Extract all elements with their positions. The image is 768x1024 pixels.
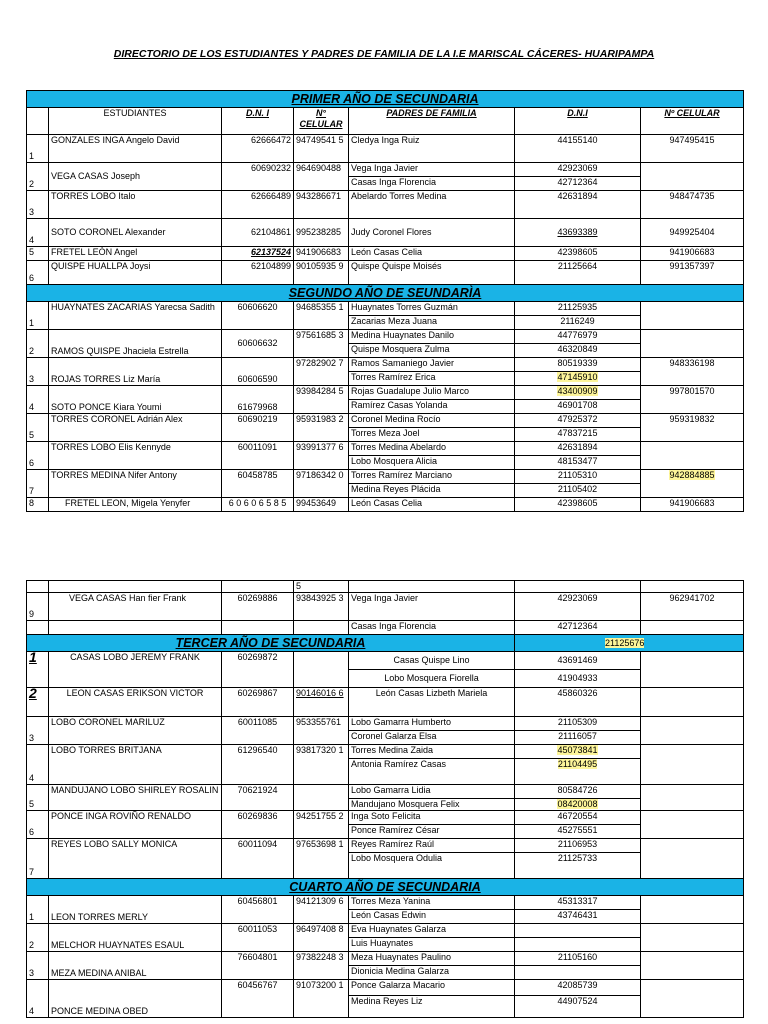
student-dni: 60011094 bbox=[222, 839, 294, 879]
table-row bbox=[27, 330, 744, 344]
table-row bbox=[27, 191, 744, 219]
student-name: MANDUJANO LOBO SHIRLEY ROSALIN bbox=[49, 785, 222, 811]
parent-name: León Casas Lizbeth Mariela bbox=[349, 688, 515, 717]
row-number: 5 bbox=[27, 414, 49, 442]
parent-phone bbox=[641, 163, 744, 191]
col-dni-padres: D.N.I bbox=[515, 108, 641, 135]
student-name: TORRES MEDINA Nifer Antony bbox=[49, 470, 222, 498]
student-name: TORRES LOBO Italo bbox=[49, 191, 222, 219]
student-phone: 941906683 bbox=[294, 247, 349, 261]
row-number: 4 bbox=[27, 219, 49, 247]
student-phone: 94749541 5 bbox=[294, 135, 349, 163]
parent-dni: 80519339 bbox=[515, 358, 641, 372]
student-dni: 60269872 bbox=[222, 652, 294, 688]
row-number: 9 bbox=[27, 593, 49, 621]
student-phone: 93984284 5 bbox=[294, 386, 349, 414]
row-number: 4 bbox=[27, 745, 49, 785]
parent-name: Vega Inga Javier bbox=[349, 163, 515, 177]
column-header-row bbox=[27, 108, 744, 135]
parent-name: Quispe Quispe Moisés bbox=[349, 261, 515, 285]
student-phone: 93817320 1 bbox=[294, 745, 349, 785]
col-celular-padres: Nº CELULAR bbox=[641, 108, 744, 135]
student-name: PONCE INGA ROVIÑO RENALDO bbox=[49, 811, 222, 839]
student-phone: 94685355 1 bbox=[294, 302, 349, 330]
section-title-cuarto: CUARTO AÑO DE SECUNDARIA bbox=[27, 879, 744, 896]
parent-name: Reyes Ramírez Raúl bbox=[349, 839, 515, 853]
parent-name: Ponce Galarza Macario bbox=[349, 980, 515, 996]
parent-name: Coronel Galarza Elsa bbox=[349, 731, 515, 745]
student-name: TORRES CORONEL Adrián Alex bbox=[49, 414, 222, 442]
parent-name: Casas Inga Florencia bbox=[349, 621, 515, 635]
parent-phone bbox=[641, 745, 744, 785]
student-dni: 76604801 bbox=[222, 952, 294, 980]
student-name: FRETEL LEON, Migela Yenyfer bbox=[49, 498, 222, 512]
parent-phone bbox=[641, 785, 744, 811]
student-dni: 60690232 bbox=[222, 163, 294, 191]
parent-name: Torres Meza Yanina bbox=[349, 896, 515, 910]
row-number: 6 bbox=[27, 261, 49, 285]
student-dni: 60456801 bbox=[222, 896, 294, 924]
parent-name: Quispe Mosquera Zulma bbox=[349, 344, 515, 358]
student-dni: 6 0 6 0 6 5 8 5 bbox=[222, 498, 294, 512]
table-row bbox=[27, 219, 744, 247]
student-phone: 95931983 2 bbox=[294, 414, 349, 442]
parent-dni: 45313317 bbox=[515, 896, 641, 910]
row-number: 6 bbox=[27, 811, 49, 839]
row-number: 3 bbox=[27, 358, 49, 386]
parent-name: Dionicia Medina Galarza bbox=[349, 966, 515, 980]
highlighted-value: 942884885 bbox=[669, 470, 715, 480]
student-name: TORRES LOBO Elis Kennyde bbox=[49, 442, 222, 470]
table-row bbox=[27, 717, 744, 731]
parent-phone: 948336198 bbox=[641, 358, 744, 386]
student-phone: 97282902 7 bbox=[294, 358, 349, 386]
parent-name: Meza Huaynates Paulino bbox=[349, 952, 515, 966]
parent-dni: 42631894 bbox=[515, 442, 641, 456]
table-row bbox=[27, 621, 744, 635]
highlighted-value: 45073841 bbox=[557, 745, 598, 755]
row-number: 8 bbox=[27, 498, 49, 512]
row-number: 6 bbox=[27, 442, 49, 470]
parent-name: Torres Ramírez Erica bbox=[349, 372, 515, 386]
student-dni: 62666489 bbox=[222, 191, 294, 219]
parent-dni: 42398605 bbox=[515, 498, 641, 512]
table-row bbox=[27, 470, 744, 484]
parent-dni: 41904933 bbox=[515, 670, 641, 688]
parent-dni: 21116057 bbox=[515, 731, 641, 745]
col-dni: D.N. I bbox=[222, 108, 294, 135]
table-row bbox=[27, 302, 744, 316]
col-padres: PADRES DE FAMILIA bbox=[349, 108, 515, 135]
student-phone: 97186342 0 bbox=[294, 470, 349, 498]
row-number: 5 bbox=[27, 247, 49, 261]
parent-phone bbox=[641, 302, 744, 330]
student-phone: 93991377 6 bbox=[294, 442, 349, 470]
parent-name: Abelardo Torres Medina bbox=[349, 191, 515, 219]
student-name: HUAYNATES ZACARIAS Yarecsa Sadith bbox=[49, 302, 222, 330]
table-row bbox=[27, 581, 744, 593]
table-row bbox=[27, 924, 744, 938]
parent-name: Eva Huaynates Galarza bbox=[349, 924, 515, 938]
student-name: LOBO TORRES BRITJANA bbox=[49, 745, 222, 785]
table-row bbox=[27, 688, 744, 717]
row-number: 1 bbox=[27, 652, 49, 688]
parent-name: Luis Huaynates bbox=[349, 938, 515, 952]
student-dni: 60606590 bbox=[222, 358, 294, 386]
table-row bbox=[27, 386, 744, 400]
parent-phone: 948474735 bbox=[641, 191, 744, 219]
row-number: 2 bbox=[27, 163, 49, 191]
student-dni: 60269867 bbox=[222, 688, 294, 717]
student-phone: 97561685 3 bbox=[294, 330, 349, 358]
parent-name: Casas Inga Florencia bbox=[349, 177, 515, 191]
parent-name: Inga Soto Felicita bbox=[349, 811, 515, 825]
parent-phone bbox=[641, 839, 744, 879]
parent-name: Casas Quispe Lino bbox=[349, 652, 515, 670]
parent-dni: 21125664 bbox=[515, 261, 641, 285]
student-phone: 964690488 bbox=[294, 163, 349, 191]
parent-phone: 962941702 bbox=[641, 593, 744, 621]
student-name: MELCHOR HUAYNATES ESAUL bbox=[49, 924, 222, 952]
parent-dni: 47837215 bbox=[515, 428, 641, 442]
parent-name: León Casas Celia bbox=[349, 498, 515, 512]
student-name: PONCE MEDINA OBED bbox=[49, 980, 222, 1018]
parent-dni: 43691469 bbox=[515, 652, 641, 670]
parent-name: Torres Ramírez Marciano bbox=[349, 470, 515, 484]
parent-phone: 991357397 bbox=[641, 261, 744, 285]
parent-dni: 42923069 bbox=[515, 163, 641, 177]
parent-dni bbox=[515, 745, 641, 759]
parent-phone bbox=[641, 330, 744, 358]
row-number: 7 bbox=[27, 470, 49, 498]
parent-dni: 45275551 bbox=[515, 825, 641, 839]
parent-phone bbox=[641, 470, 744, 498]
parent-dni: 42085739 bbox=[515, 980, 641, 996]
table-row bbox=[27, 952, 744, 966]
student-phone: 97653698 1 bbox=[294, 839, 349, 879]
parent-dni: 80584726 bbox=[515, 785, 641, 799]
parent-dni: 43746431 bbox=[515, 910, 641, 924]
parent-name: Vega Inga Javier bbox=[349, 593, 515, 621]
parent-dni: 21125733 bbox=[515, 853, 641, 879]
parent-dni bbox=[515, 938, 641, 952]
parent-name: Medina Reyes Liz bbox=[349, 996, 515, 1018]
parent-name: Torres Meza Joel bbox=[349, 428, 515, 442]
parent-name: Ponce Ramírez César bbox=[349, 825, 515, 839]
section-header bbox=[27, 635, 744, 652]
highlighted-value: 21104495 bbox=[557, 759, 598, 769]
student-phone: 96497408 8 bbox=[294, 924, 349, 952]
highlighted-value: 43400909 bbox=[557, 386, 598, 396]
parent-phone bbox=[641, 924, 744, 952]
student-phone bbox=[294, 652, 349, 688]
parent-phone: 949925404 bbox=[641, 219, 744, 247]
table-row bbox=[27, 163, 744, 177]
student-dni: 62137524 bbox=[222, 247, 294, 261]
page-title: DIRECTORIO DE LOS ESTUDIANTES Y PADRES DE FAMILIA DE LA I.E MARISCAL CÁCERES- HUARIPAMPA bbox=[113, 48, 655, 60]
parent-phone: 941906683 bbox=[641, 498, 744, 512]
parent-name: Lobo Gamarra Lidia bbox=[349, 785, 515, 799]
student-phone: 953355761 bbox=[294, 717, 349, 745]
parent-phone bbox=[641, 980, 744, 1018]
parent-name: Ramírez Casas Yolanda bbox=[349, 400, 515, 414]
row-number: 2 bbox=[27, 924, 49, 952]
student-dni: 70621924 bbox=[222, 785, 294, 811]
table-row bbox=[27, 261, 744, 285]
parent-name: Zacarias Meza Juana bbox=[349, 316, 515, 330]
student-dni: 60011091 bbox=[222, 442, 294, 470]
parent-phone bbox=[641, 442, 744, 470]
student-name: REYES LOBO SALLY MONICA bbox=[49, 839, 222, 879]
table-row bbox=[27, 811, 744, 825]
row-number: 3 bbox=[27, 717, 49, 745]
table-row bbox=[27, 745, 744, 759]
parent-name: Medina Huaynates Danilo bbox=[349, 330, 515, 344]
parent-dni: 42631894 bbox=[515, 191, 641, 219]
student-name: RAMOS QUISPE Jhaciela Estrella bbox=[49, 330, 222, 358]
student-name: FRETEL LEÓN Angel bbox=[49, 247, 222, 261]
parent-dni bbox=[515, 966, 641, 980]
directory-table-1 bbox=[26, 90, 744, 512]
parent-dni: 45860326 bbox=[515, 688, 641, 717]
table-row bbox=[27, 135, 744, 163]
parent-phone: 997801570 bbox=[641, 386, 744, 414]
student-phone: 94251755 2 bbox=[294, 811, 349, 839]
table-row bbox=[27, 498, 744, 512]
student-dni: 60269886 bbox=[222, 593, 294, 621]
parent-name: Rojas Guadalupe Julio Marco bbox=[349, 386, 515, 400]
parent-phone: 947495415 bbox=[641, 135, 744, 163]
student-name: SOTO CORONEL Alexander bbox=[49, 219, 222, 247]
parent-dni: 42923069 bbox=[515, 593, 641, 621]
parent-phone: 941906683 bbox=[641, 247, 744, 261]
student-name: QUISPE HUALLPA Joysi bbox=[49, 261, 222, 285]
section-header bbox=[27, 91, 744, 108]
parent-name: Huaynates Torres Guzmán bbox=[349, 302, 515, 316]
row-number: 1 bbox=[27, 302, 49, 330]
parent-dni: 2116249 bbox=[515, 316, 641, 330]
row-number: 2 bbox=[27, 330, 49, 358]
student-phone: 97382248 3 bbox=[294, 952, 349, 980]
parent-name: Judy Coronel Flores bbox=[349, 219, 515, 247]
student-phone: 99453649 bbox=[294, 498, 349, 512]
row-number: 1 bbox=[27, 896, 49, 924]
student-phone: 943286671 bbox=[294, 191, 349, 219]
parent-dni: 42712364 bbox=[515, 177, 641, 191]
row-number: 5 bbox=[27, 785, 49, 811]
student-name: LOBO CORONEL MARILUZ bbox=[49, 717, 222, 745]
parent-name: Lobo Mosquera Odulia bbox=[349, 853, 515, 879]
parent-phone bbox=[641, 717, 744, 745]
highlighted-value: 47145910 bbox=[557, 372, 598, 382]
parent-dni bbox=[515, 386, 641, 400]
parent-name: Mandujano Mosquera Felix bbox=[349, 799, 515, 811]
parent-phone: 959319832 bbox=[641, 414, 744, 442]
student-phone bbox=[294, 785, 349, 811]
student-dni: 60011085 bbox=[222, 717, 294, 745]
parent-dni: 46720554 bbox=[515, 811, 641, 825]
student-phone: 5 bbox=[294, 581, 349, 593]
parent-dni: 42398605 bbox=[515, 247, 641, 261]
parent-name: León Casas Celia bbox=[349, 247, 515, 261]
col-estudiantes: ESTUDIANTES bbox=[49, 108, 222, 135]
parent-dni: 21106953 bbox=[515, 839, 641, 853]
table-row bbox=[27, 414, 744, 428]
student-name: GONZALES INGA Angelo David bbox=[49, 135, 222, 163]
row-number: 7 bbox=[27, 839, 49, 879]
student-phone: 995238285 bbox=[294, 219, 349, 247]
section-title-segundo: SEGUNDO AÑO DE SEUNDARÌA bbox=[27, 285, 744, 302]
student-dni: 60606620 bbox=[222, 302, 294, 330]
parent-dni: 44155140 bbox=[515, 135, 641, 163]
student-dni: 60458785 bbox=[222, 470, 294, 498]
parent-name: Coronel Medina Rocío bbox=[349, 414, 515, 428]
parent-dni bbox=[515, 924, 641, 938]
parent-name: Ramos Samaniego Javier bbox=[349, 358, 515, 372]
table-row bbox=[27, 358, 744, 372]
table-row bbox=[27, 980, 744, 996]
row-number: 4 bbox=[27, 386, 49, 414]
table-row bbox=[27, 839, 744, 853]
table-row bbox=[27, 785, 744, 799]
row-number: 2 bbox=[27, 688, 49, 717]
student-phone: 90105935 9 bbox=[294, 261, 349, 285]
table-row bbox=[27, 593, 744, 621]
parent-dni bbox=[515, 372, 641, 386]
student-dni: 60269836 bbox=[222, 811, 294, 839]
student-dni: 60011053 bbox=[222, 924, 294, 952]
parent-dni: 21105309 bbox=[515, 717, 641, 731]
student-phone: 90146016 6 bbox=[294, 688, 349, 717]
parent-dni: 42712364 bbox=[515, 621, 641, 635]
student-name: LEON CASAS ERIKSON VICTOR bbox=[49, 688, 222, 717]
row-number: 3 bbox=[27, 952, 49, 980]
student-name: SOTO PONCE Kiara Youmi bbox=[49, 386, 222, 414]
student-phone: 93843925 3 bbox=[294, 593, 349, 621]
parent-name: Medina Reyes Plácida bbox=[349, 484, 515, 498]
parent-dni: 47925372 bbox=[515, 414, 641, 428]
section-title-primer: PRIMER AÑO DE SECUNDARIA bbox=[27, 91, 744, 108]
student-dni: 62666472 bbox=[222, 135, 294, 163]
parent-name: Antonia Ramírez Casas bbox=[349, 759, 515, 785]
parent-dni: 44776979 bbox=[515, 330, 641, 344]
parent-name: Lobo Mosquera Fiorella bbox=[349, 670, 515, 688]
table-row bbox=[27, 896, 744, 910]
parent-name: Torres Medina Zaida bbox=[349, 745, 515, 759]
student-name: ROJAS TORRES Liz María bbox=[49, 358, 222, 386]
parent-name: Lobo Gamarra Humberto bbox=[349, 717, 515, 731]
student-dni: 62104861 bbox=[222, 219, 294, 247]
parent-name: Lobo Mosquera Alicia bbox=[349, 456, 515, 470]
student-name: MEZA MEDINA ANIBAL bbox=[49, 952, 222, 980]
section-extra-cell bbox=[515, 635, 744, 652]
parent-dni bbox=[515, 799, 641, 811]
section-title-tercer: TERCER AÑO DE SECUNDARIA bbox=[27, 635, 515, 652]
parent-phone bbox=[641, 896, 744, 924]
parent-phone bbox=[641, 952, 744, 980]
parent-dni: 46320849 bbox=[515, 344, 641, 358]
parent-phone bbox=[641, 811, 744, 839]
parent-dni: 43693389 bbox=[515, 219, 641, 247]
section-header bbox=[27, 879, 744, 896]
student-dni: 60456767 bbox=[222, 980, 294, 1018]
parent-name: Torres Medina Abelardo bbox=[349, 442, 515, 456]
parent-dni: 21105160 bbox=[515, 952, 641, 966]
parent-dni: 21105310 bbox=[515, 470, 641, 484]
student-dni: 60606632 bbox=[222, 330, 294, 358]
table-row bbox=[27, 652, 744, 670]
col-celular: N° CELULAR bbox=[294, 108, 349, 135]
parent-name: León Casas Edwin bbox=[349, 910, 515, 924]
table-row bbox=[27, 247, 744, 261]
parent-phone bbox=[641, 688, 744, 717]
student-phone: 91073200 1 bbox=[294, 980, 349, 1018]
table-row bbox=[27, 442, 744, 456]
student-dni: 62104899 bbox=[222, 261, 294, 285]
parent-dni: 44907524 bbox=[515, 996, 641, 1018]
parent-phone bbox=[641, 652, 744, 688]
parent-dni: 48153477 bbox=[515, 456, 641, 470]
parent-dni bbox=[515, 759, 641, 785]
highlighted-value: 21125676 bbox=[605, 638, 645, 648]
student-dni: 61679968 bbox=[222, 386, 294, 414]
student-name: LEON TORRES MERLY bbox=[49, 896, 222, 924]
student-dni: 61296540 bbox=[222, 745, 294, 785]
parent-dni: 46901708 bbox=[515, 400, 641, 414]
parent-dni: 21125935 bbox=[515, 302, 641, 316]
student-name: VEGA CASAS Han fier Frank bbox=[49, 593, 222, 621]
parent-dni: 21105402 bbox=[515, 484, 641, 498]
row-number: 3 bbox=[27, 191, 49, 219]
row-number: 4 bbox=[27, 980, 49, 1018]
student-phone: 94121309 6 bbox=[294, 896, 349, 924]
highlighted-value: 08420008 bbox=[557, 799, 598, 809]
student-name: VEGA CASAS Joseph bbox=[49, 163, 222, 191]
parent-name: Cledya Inga Ruiz bbox=[349, 135, 515, 163]
row-number: 1 bbox=[27, 135, 49, 163]
student-name: CASAS LOBO JEREMY FRANK bbox=[49, 652, 222, 688]
student-dni: 60690219 bbox=[222, 414, 294, 442]
section-header bbox=[27, 285, 744, 302]
directory-table-2 bbox=[26, 580, 744, 1018]
